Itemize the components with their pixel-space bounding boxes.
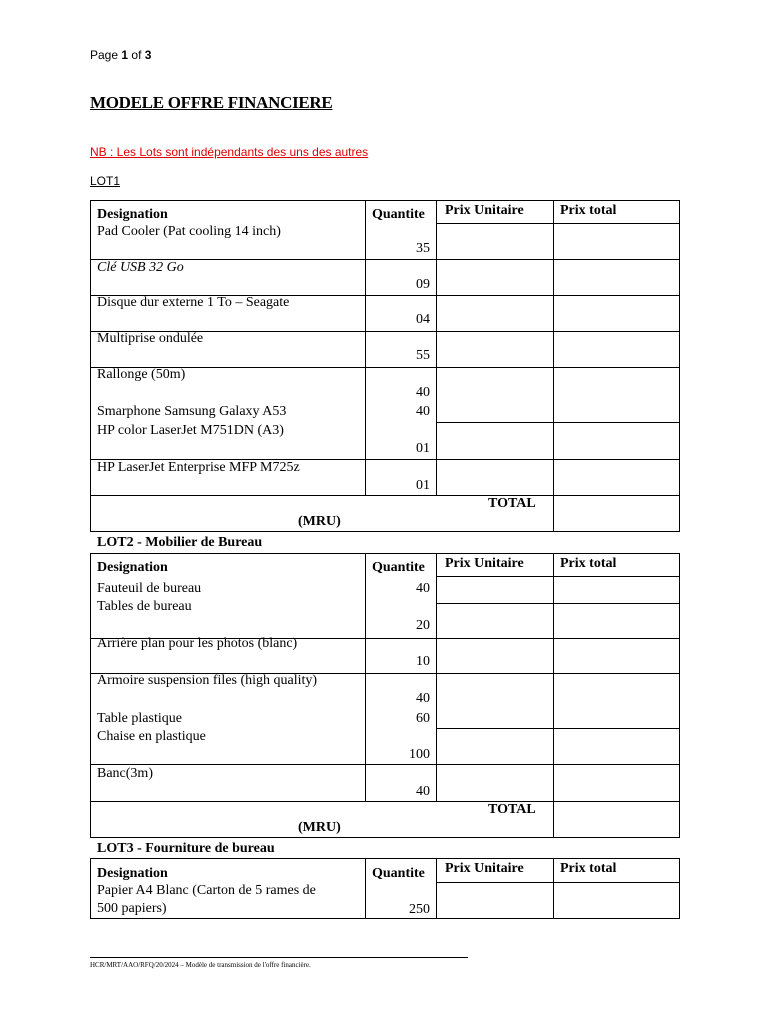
currency-label: (MRU) — [298, 820, 341, 835]
header-prix-total: Prix total — [560, 861, 617, 876]
header-prix-unitaire: Prix Unitaire — [445, 556, 524, 571]
header-prix-unitaire: Prix Unitaire — [445, 861, 524, 876]
header-prix-total: Prix total — [560, 556, 617, 571]
item-designation: Armoire suspension files (high quality) — [97, 673, 318, 688]
item-quantity: 04 — [416, 312, 430, 327]
item-designation: HP LaserJet Enterprise MFP M725z — [97, 460, 300, 475]
header-designation: Designation — [97, 866, 168, 881]
item-designation: Arrière plan pour les photos (blanc) — [97, 636, 298, 651]
lot2-title: LOT2 - Mobilier de Bureau — [97, 535, 263, 550]
item-designation: Smarphone Samsung Galaxy A53 — [97, 404, 287, 419]
page-number-label: Page 1 of 3 — [90, 48, 152, 62]
item-quantity: 40 — [416, 404, 430, 419]
item-designation: Rallonge (50m) — [97, 367, 186, 382]
item-quantity: 35 — [416, 241, 430, 256]
item-quantity: 40 — [416, 581, 430, 596]
document-title: MODELE OFFRE FINANCIERE — [90, 93, 333, 112]
item-quantity: 100 — [409, 747, 430, 762]
lots-independence-note: NB : Les Lots sont indépendants des uns des autres — [90, 145, 369, 159]
item-designation: HP color LaserJet M751DN (A3) — [97, 423, 284, 438]
item-designation: Disque dur externe 1 To – Seagate — [97, 295, 290, 310]
item-quantity: 40 — [416, 385, 430, 400]
item-designation: Banc(3m) — [97, 766, 153, 781]
footer-reference: HCR/MRT/AAO/RFQ/20/2024 – Modèle de transmission de l'offre financière. — [90, 961, 311, 969]
total-label: TOTAL — [488, 802, 536, 817]
header-designation: Designation — [97, 207, 168, 222]
item-designation: Fauteuil de bureau — [97, 581, 202, 596]
header-quantite: Quantite — [372, 866, 425, 881]
header-prix-total: Prix total — [560, 203, 617, 218]
header-quantite: Quantite — [372, 207, 425, 222]
footer-rule — [90, 957, 468, 958]
item-designation: Chaise en plastique — [97, 729, 206, 744]
item-quantity: 10 — [416, 654, 430, 669]
item-designation: Clé USB 32 Go — [97, 260, 184, 275]
currency-label: (MRU) — [298, 514, 341, 529]
lot3-table — [90, 858, 680, 919]
lot1-table — [90, 200, 680, 532]
item-quantity: 55 — [416, 348, 430, 363]
item-quantity: 60 — [416, 711, 430, 726]
item-quantity: 40 — [416, 784, 430, 799]
lot3-title: LOT3 - Fourniture de bureau — [97, 841, 275, 856]
lot1-label: LOT1 — [90, 174, 121, 188]
item-quantity: 250 — [409, 902, 430, 917]
header-quantite: Quantite — [372, 560, 425, 575]
item-quantity: 09 — [416, 277, 430, 292]
item-designation: Papier A4 Blanc (Carton de 5 rames de — [97, 883, 316, 898]
item-designation: Tables de bureau — [97, 599, 192, 614]
item-designation: 500 papiers) — [97, 901, 167, 916]
item-quantity: 40 — [416, 691, 430, 706]
item-quantity: 01 — [416, 478, 430, 493]
item-quantity: 20 — [416, 618, 430, 633]
lot2-table — [90, 553, 680, 838]
header-designation: Designation — [97, 560, 168, 575]
item-quantity: 01 — [416, 441, 430, 456]
item-designation: Table plastique — [97, 711, 182, 726]
total-label: TOTAL — [488, 496, 536, 511]
item-designation: Multiprise ondulée — [97, 331, 204, 346]
header-prix-unitaire: Prix Unitaire — [445, 203, 524, 218]
item-designation: Pad Cooler (Pat cooling 14 inch) — [97, 224, 281, 239]
